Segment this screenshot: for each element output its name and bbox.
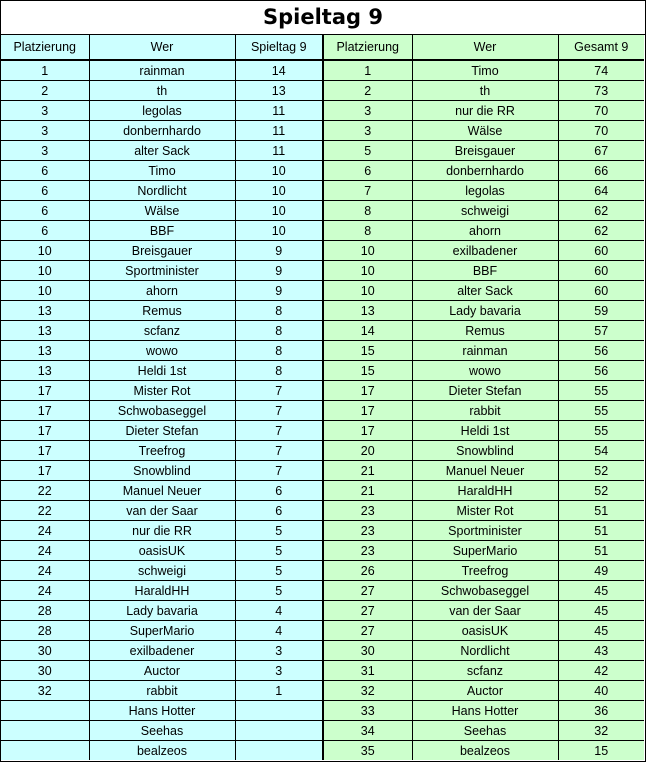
table-row <box>324 601 644 621</box>
cell-placement: 10 <box>324 281 412 301</box>
cell-name: donbernhardo <box>412 161 558 181</box>
cell-placement: 5 <box>324 141 412 161</box>
header-placement: Platzierung <box>324 35 412 60</box>
cell-points: 10 <box>235 181 323 201</box>
cell-placement: 15 <box>324 341 412 361</box>
table-row <box>324 481 644 501</box>
cell-name: oasisUK <box>412 621 558 641</box>
cell-placement: 17 <box>1 381 89 401</box>
cell-name: alter Sack <box>89 141 235 161</box>
cell-points: 62 <box>558 201 644 221</box>
header-placement: Platzierung <box>1 35 89 60</box>
cell-name: ahorn <box>412 221 558 241</box>
cell-points: 52 <box>558 461 644 481</box>
cell-points: 51 <box>558 541 644 561</box>
table-row <box>1 681 323 701</box>
table-row <box>1 541 323 561</box>
cell-placement: 22 <box>1 481 89 501</box>
cell-name: Dieter Stefan <box>412 381 558 401</box>
cell-name: Schwobaseggel <box>412 581 558 601</box>
cell-points: 59 <box>558 301 644 321</box>
cell-name: BBF <box>89 221 235 241</box>
cell-name: legolas <box>412 181 558 201</box>
cell-placement: 7 <box>324 181 412 201</box>
cell-placement: 8 <box>324 201 412 221</box>
cell-name: van der Saar <box>412 601 558 621</box>
cell-points: 13 <box>235 81 323 101</box>
cell-name: BBF <box>412 261 558 281</box>
cell-name: Nordlicht <box>89 181 235 201</box>
cell-placement: 34 <box>324 721 412 741</box>
cell-points: 55 <box>558 421 644 441</box>
cell-points: 9 <box>235 261 323 281</box>
cell-points: 60 <box>558 241 644 261</box>
cell-points: 74 <box>558 60 644 81</box>
cell-placement: 10 <box>1 261 89 281</box>
header-points: Spieltag 9 <box>235 35 323 60</box>
cell-points: 5 <box>235 581 323 601</box>
cell-placement: 2 <box>324 81 412 101</box>
cell-placement: 17 <box>324 401 412 421</box>
cell-name: scfanz <box>89 321 235 341</box>
cell-name: Wälse <box>89 201 235 221</box>
cell-points: 55 <box>558 401 644 421</box>
header-row <box>324 35 644 60</box>
cell-points: 9 <box>235 241 323 261</box>
cell-points: 42 <box>558 661 644 681</box>
cell-name: ahorn <box>89 281 235 301</box>
cell-placement: 17 <box>1 461 89 481</box>
table-row <box>1 301 323 321</box>
cell-placement <box>1 741 89 761</box>
cell-points: 67 <box>558 141 644 161</box>
cell-points: 6 <box>235 501 323 521</box>
table-row <box>324 521 644 541</box>
cell-name: Breisgauer <box>412 141 558 161</box>
cell-name: Timo <box>89 161 235 181</box>
table-row <box>1 241 323 261</box>
cell-placement: 24 <box>1 581 89 601</box>
cell-name: Treefrog <box>89 441 235 461</box>
cell-points: 7 <box>235 421 323 441</box>
cell-placement: 28 <box>1 621 89 641</box>
table-row <box>324 60 644 81</box>
cell-name: exilbadener <box>412 241 558 261</box>
table-row <box>324 501 644 521</box>
cell-name: HaraldHH <box>412 481 558 501</box>
cell-placement: 10 <box>324 241 412 261</box>
cell-points: 54 <box>558 441 644 461</box>
cell-name: bealzeos <box>412 741 558 761</box>
cell-name: van der Saar <box>89 501 235 521</box>
table-row <box>1 701 323 721</box>
cell-points: 5 <box>235 561 323 581</box>
cell-points: 49 <box>558 561 644 581</box>
table-row <box>1 641 323 661</box>
header-total: Gesamt 9 <box>558 35 644 60</box>
cell-placement: 27 <box>324 581 412 601</box>
cell-points: 8 <box>235 361 323 381</box>
table-row <box>324 181 644 201</box>
cell-name: Treefrog <box>412 561 558 581</box>
cell-name: rainman <box>412 341 558 361</box>
cell-placement: 13 <box>324 301 412 321</box>
cell-placement: 23 <box>324 541 412 561</box>
cell-points: 4 <box>235 621 323 641</box>
cell-name: Lady bavaria <box>89 601 235 621</box>
cell-name: rabbit <box>89 681 235 701</box>
cell-placement: 15 <box>324 361 412 381</box>
cell-placement: 6 <box>324 161 412 181</box>
cell-name: Seehas <box>412 721 558 741</box>
cell-placement: 3 <box>1 101 89 121</box>
cell-name: Breisgauer <box>89 241 235 261</box>
cell-points: 45 <box>558 581 644 601</box>
cell-points: 11 <box>235 141 323 161</box>
table-row <box>324 141 644 161</box>
cell-name: wowo <box>412 361 558 381</box>
cell-name: Seehas <box>89 721 235 741</box>
cell-placement: 6 <box>1 221 89 241</box>
cell-placement: 35 <box>324 741 412 761</box>
total-table <box>324 35 644 760</box>
cell-name: th <box>412 81 558 101</box>
table-row <box>324 161 644 181</box>
cell-name: nur die RR <box>89 521 235 541</box>
cell-placement: 13 <box>1 341 89 361</box>
cell-points: 3 <box>235 641 323 661</box>
table-row <box>324 621 644 641</box>
cell-name: Manuel Neuer <box>412 461 558 481</box>
cell-points: 7 <box>235 441 323 461</box>
table-row <box>324 721 644 741</box>
cell-points: 73 <box>558 81 644 101</box>
cell-placement: 23 <box>324 501 412 521</box>
cell-name: nur die RR <box>412 101 558 121</box>
cell-name: Heldi 1st <box>89 361 235 381</box>
cell-points: 60 <box>558 281 644 301</box>
table-row <box>1 60 323 81</box>
cell-points: 64 <box>558 181 644 201</box>
table-row <box>1 221 323 241</box>
cell-points: 1 <box>235 681 323 701</box>
cell-placement: 30 <box>1 661 89 681</box>
cell-name: Sportminister <box>89 261 235 281</box>
table-row <box>324 701 644 721</box>
table-row <box>1 321 323 341</box>
cell-placement: 24 <box>1 561 89 581</box>
cell-points: 32 <box>558 721 644 741</box>
header-row <box>1 35 323 60</box>
cell-points: 8 <box>235 301 323 321</box>
cell-points: 11 <box>235 121 323 141</box>
cell-points <box>235 741 323 761</box>
table-row <box>1 261 323 281</box>
cell-points: 8 <box>235 341 323 361</box>
cell-placement: 10 <box>1 281 89 301</box>
cell-placement: 17 <box>324 421 412 441</box>
cell-placement: 32 <box>1 681 89 701</box>
cell-name: Schwobaseggel <box>89 401 235 421</box>
cell-points: 10 <box>235 221 323 241</box>
cell-placement: 27 <box>324 621 412 641</box>
table-row <box>324 361 644 381</box>
cell-name: schweigi <box>89 561 235 581</box>
table-row <box>324 401 644 421</box>
cell-placement: 1 <box>1 60 89 81</box>
table-row <box>324 81 644 101</box>
cell-placement: 10 <box>324 261 412 281</box>
table-row <box>324 221 644 241</box>
table-row <box>1 121 323 141</box>
cell-name: wowo <box>89 341 235 361</box>
cell-name: legolas <box>89 101 235 121</box>
cell-placement: 27 <box>324 601 412 621</box>
cell-placement <box>1 721 89 741</box>
table-row <box>324 421 644 441</box>
table-row <box>1 461 323 481</box>
cell-placement: 22 <box>1 501 89 521</box>
cell-name: scfanz <box>412 661 558 681</box>
cell-placement: 28 <box>1 601 89 621</box>
cell-points: 45 <box>558 601 644 621</box>
cell-name: schweigi <box>412 201 558 221</box>
table-row <box>1 381 323 401</box>
table-row <box>1 281 323 301</box>
cell-points <box>235 721 323 741</box>
cell-placement: 17 <box>1 441 89 461</box>
table-row <box>324 561 644 581</box>
cell-name: alter Sack <box>412 281 558 301</box>
cell-points: 70 <box>558 101 644 121</box>
table-row <box>1 561 323 581</box>
cell-points: 7 <box>235 381 323 401</box>
cell-points: 5 <box>235 541 323 561</box>
table-row <box>324 741 644 761</box>
cell-name: exilbadener <box>89 641 235 661</box>
cell-name: Auctor <box>412 681 558 701</box>
cell-placement: 32 <box>324 681 412 701</box>
cell-placement: 6 <box>1 201 89 221</box>
cell-placement: 8 <box>324 221 412 241</box>
table-row <box>324 381 644 401</box>
cell-name: Mister Rot <box>412 501 558 521</box>
table-row <box>324 581 644 601</box>
table-row <box>1 401 323 421</box>
table-row <box>1 201 323 221</box>
cell-name: Hans Hotter <box>89 701 235 721</box>
cell-name: Auctor <box>89 661 235 681</box>
cell-name: th <box>89 81 235 101</box>
cell-points: 70 <box>558 121 644 141</box>
cell-name: Timo <box>412 60 558 81</box>
cell-placement: 13 <box>1 361 89 381</box>
cell-placement: 1 <box>324 60 412 81</box>
cell-points: 11 <box>235 101 323 121</box>
cell-placement: 6 <box>1 161 89 181</box>
table-row <box>1 161 323 181</box>
cell-points: 55 <box>558 381 644 401</box>
cell-name: Manuel Neuer <box>89 481 235 501</box>
table-row <box>1 741 323 761</box>
cell-points: 45 <box>558 621 644 641</box>
table-row <box>324 681 644 701</box>
cell-name: Nordlicht <box>412 641 558 661</box>
table-row <box>1 421 323 441</box>
cell-name: Dieter Stefan <box>89 421 235 441</box>
cell-name: oasisUK <box>89 541 235 561</box>
cell-points: 7 <box>235 401 323 421</box>
cell-placement: 3 <box>324 101 412 121</box>
table-row <box>324 201 644 221</box>
cell-points <box>235 701 323 721</box>
cell-points: 36 <box>558 701 644 721</box>
cell-placement: 6 <box>1 181 89 201</box>
cell-placement: 17 <box>1 401 89 421</box>
cell-name: bealzeos <box>89 741 235 761</box>
cell-points: 5 <box>235 521 323 541</box>
cell-points: 8 <box>235 321 323 341</box>
cell-name: Snowblind <box>412 441 558 461</box>
cell-name: SuperMario <box>89 621 235 641</box>
cell-name: rabbit <box>412 401 558 421</box>
cell-placement: 23 <box>324 521 412 541</box>
matchday-table <box>1 35 324 760</box>
cell-placement: 30 <box>1 641 89 661</box>
cell-points: 66 <box>558 161 644 181</box>
cell-placement: 14 <box>324 321 412 341</box>
cell-points: 4 <box>235 601 323 621</box>
cell-points: 9 <box>235 281 323 301</box>
cell-placement: 30 <box>324 641 412 661</box>
cell-placement: 3 <box>1 121 89 141</box>
cell-points: 56 <box>558 341 644 361</box>
table-row <box>324 281 644 301</box>
cell-placement: 20 <box>324 441 412 461</box>
table-row <box>1 721 323 741</box>
cell-placement: 33 <box>324 701 412 721</box>
cell-placement: 17 <box>324 381 412 401</box>
cell-points: 15 <box>594 743 609 758</box>
cell-placement <box>1 701 89 721</box>
table-row <box>1 361 323 381</box>
cell-points: 56 <box>558 361 644 381</box>
cell-placement: 2 <box>1 81 89 101</box>
cell-placement: 24 <box>1 541 89 561</box>
cell-name: donbernhardo <box>89 121 235 141</box>
table-row <box>1 621 323 641</box>
cell-name: Remus <box>412 321 558 341</box>
cell-placement: 3 <box>324 121 412 141</box>
cell-points: 43 <box>558 641 644 661</box>
cell-name: SuperMario <box>412 541 558 561</box>
tables-container <box>1 35 645 760</box>
header-name: Wer <box>412 35 558 60</box>
table-row <box>324 541 644 561</box>
cell-points: 51 <box>558 521 644 541</box>
cell-points: 10 <box>235 161 323 181</box>
cell-name: Sportminister <box>412 521 558 541</box>
cell-placement: 10 <box>1 241 89 261</box>
cell-name: Mister Rot <box>89 381 235 401</box>
table-row <box>324 241 644 261</box>
table-row <box>1 661 323 681</box>
cell-placement: 13 <box>1 321 89 341</box>
page-title: Spieltag 9 <box>1 1 645 35</box>
table-row <box>324 641 644 661</box>
table-row <box>1 521 323 541</box>
cell-placement: 13 <box>1 301 89 321</box>
table-row <box>324 441 644 461</box>
cell-name: Remus <box>89 301 235 321</box>
cell-name: Wälse <box>412 121 558 141</box>
cell-points: 40 <box>558 681 644 701</box>
table-row <box>1 141 323 161</box>
cell-placement: 21 <box>324 481 412 501</box>
cell-points: 57 <box>558 321 644 341</box>
header-name: Wer <box>89 35 235 60</box>
table-row <box>1 581 323 601</box>
table-row <box>324 661 644 681</box>
cell-name: Heldi 1st <box>412 421 558 441</box>
cell-points: 10 <box>235 201 323 221</box>
table-row <box>324 261 644 281</box>
table-row <box>324 461 644 481</box>
table-row <box>1 481 323 501</box>
cell-points: 6 <box>235 481 323 501</box>
table-row <box>324 341 644 361</box>
table-row <box>1 341 323 361</box>
cell-placement: 3 <box>1 141 89 161</box>
cell-placement: 24 <box>1 521 89 541</box>
cell-placement: 26 <box>324 561 412 581</box>
table-row <box>1 501 323 521</box>
cell-points: 62 <box>558 221 644 241</box>
cell-placement: 17 <box>1 421 89 441</box>
table-row <box>324 301 644 321</box>
cell-points: 52 <box>558 481 644 501</box>
cell-placement: 31 <box>324 661 412 681</box>
table-row <box>1 441 323 461</box>
table-row <box>324 101 644 121</box>
cell-placement: 21 <box>324 461 412 481</box>
cell-points: 3 <box>235 661 323 681</box>
table-row <box>1 601 323 621</box>
cell-points: 60 <box>558 261 644 281</box>
table-row <box>324 321 644 341</box>
cell-points: 7 <box>235 461 323 481</box>
table-row <box>1 101 323 121</box>
cell-name: Hans Hotter <box>412 701 558 721</box>
table-row <box>1 81 323 101</box>
cell-name: rainman <box>89 60 235 81</box>
cell-name: Lady bavaria <box>412 301 558 321</box>
table-row <box>324 121 644 141</box>
cell-points: 14 <box>235 60 323 81</box>
cell-name: Snowblind <box>89 461 235 481</box>
cell-points: 51 <box>558 501 644 521</box>
table-row <box>1 181 323 201</box>
cell-name: HaraldHH <box>89 581 235 601</box>
